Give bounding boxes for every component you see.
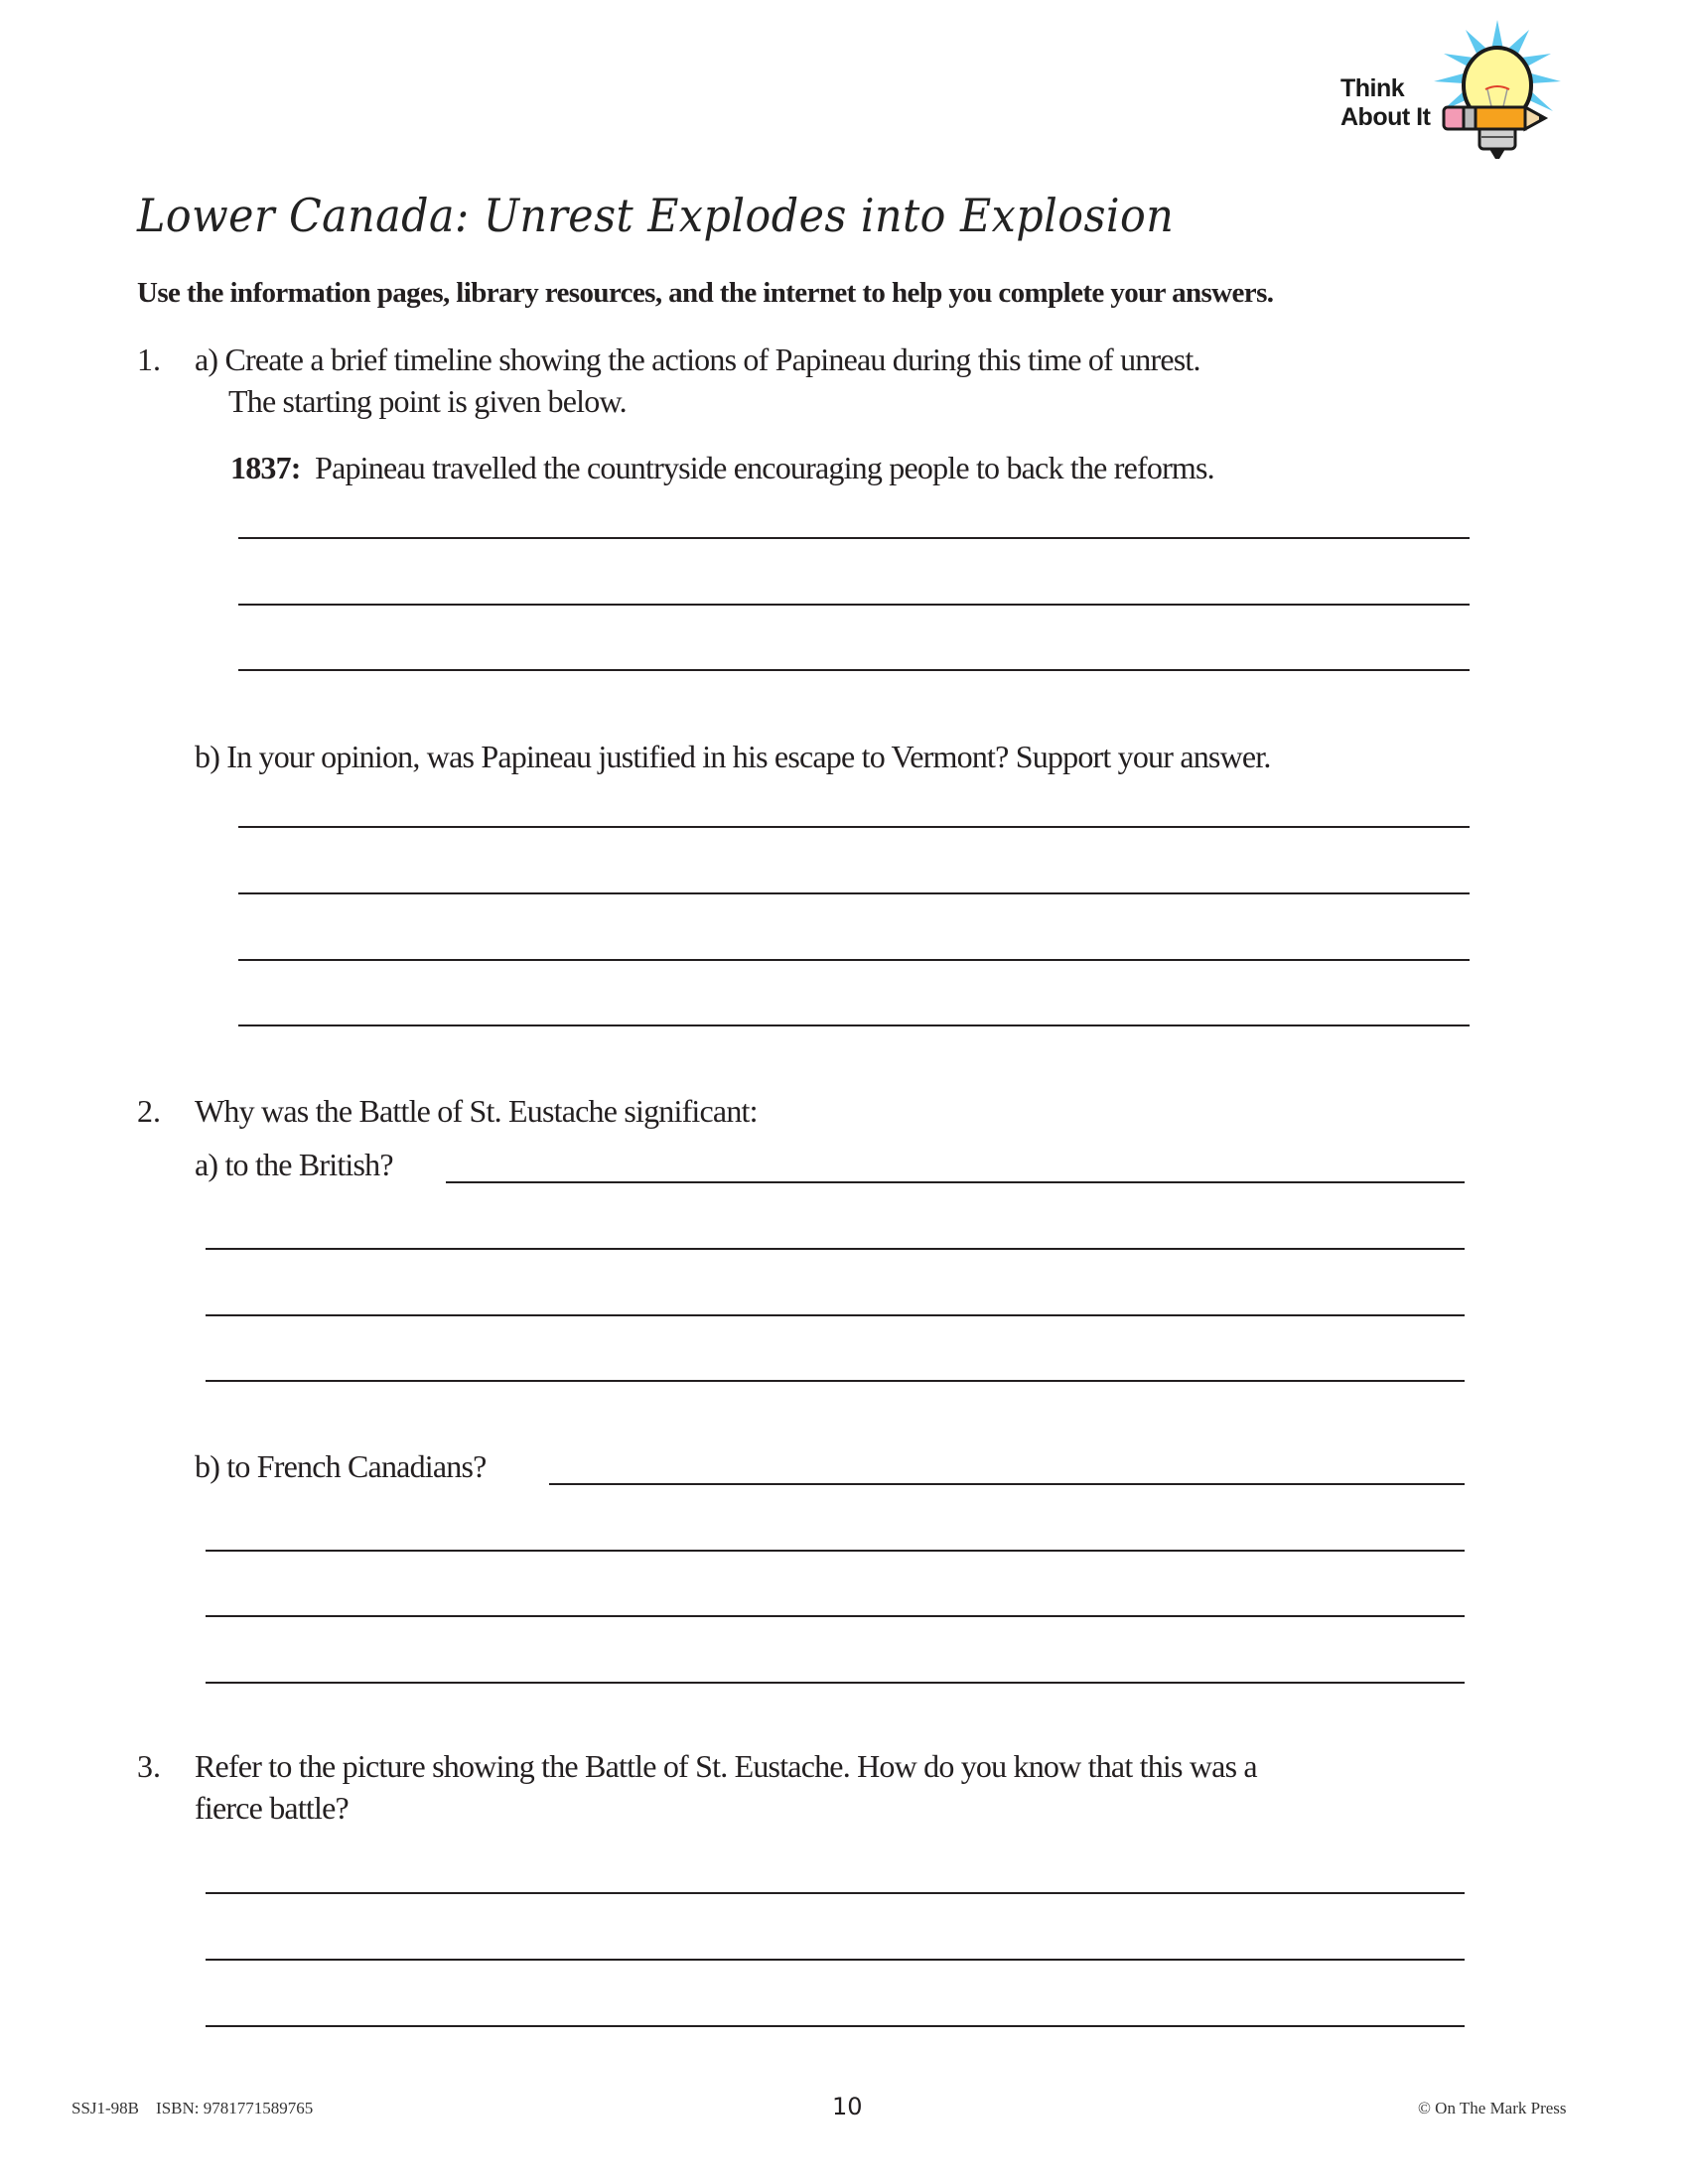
question-2-number: 2. [137,1093,161,1129]
question-1-number: 1. [137,341,161,377]
lightbulb-pencil-icon [1428,20,1567,169]
timeline-example-text: Papineau travelled the countryside encouraging people to back the reforms. [315,450,1214,485]
question-3-text-line1: Refer to the picture showing the Battle of St. Eustache. How do you know that this was a [195,1748,1257,1784]
answer-line-1a-3[interactable] [238,669,1470,671]
answer-line-2b-2[interactable] [206,1550,1465,1552]
answer-line-1a-2[interactable] [238,604,1470,606]
question-1a-label: a) [195,341,218,377]
answer-line-1a-1[interactable] [238,537,1470,539]
question-3-text-line2: fierce battle? [195,1790,349,1826]
question-2b-text-body: to French Canadians? [226,1448,487,1484]
footer-code: SSJ1-98B [71,2099,140,2117]
badge-label [1340,74,1430,132]
timeline-example [230,448,1214,487]
question-2-text: Why was the Battle of St. Eustache significant: [195,1093,758,1129]
question-2a-label: a) [195,1147,218,1182]
question-1b-text-body: In your opinion, was Papineau justified in his escape to Vermont? Support your answer. [226,739,1271,774]
answer-line-3-1[interactable] [206,1892,1465,1894]
answer-line-2a-3[interactable] [206,1314,1465,1316]
answer-line-1b-1[interactable] [238,826,1470,828]
answer-line-2b-1[interactable] [549,1483,1465,1485]
question-1b-text [195,737,1271,776]
answer-line-2a-4[interactable] [206,1380,1465,1382]
question-2b-text [195,1446,487,1486]
question-2a-text-body: to the British? [224,1147,393,1182]
answer-line-2a-2[interactable] [206,1248,1465,1250]
question-2a-text [195,1145,393,1184]
footer-copyright: © On The Mark Press [1418,2099,1567,2117]
question-2b-label: b) [195,1448,220,1484]
question-1a-text-line1: Create a brief timeline showing the actions of Papineau during this time of unrest. [224,341,1200,377]
answer-line-3-2[interactable] [206,1959,1465,1961]
badge-line-2: About It [1340,103,1431,131]
question-1a-text [195,340,1200,379]
answer-line-2b-3[interactable] [206,1615,1465,1617]
timeline-example-year: 1837: [230,450,301,485]
answer-line-1b-3[interactable] [238,959,1470,961]
footer-product-code [71,2099,313,2118]
answer-line-2a-1[interactable] [446,1181,1465,1183]
question-1b-label: b) [195,739,220,774]
question-1a-text-line2: The starting point is given below. [228,383,627,419]
answer-line-1b-2[interactable] [238,892,1470,894]
question-3-number: 3. [137,1748,161,1784]
think-about-it-badge [1340,20,1569,169]
footer-isbn: ISBN: 9781771589765 [156,2099,314,2117]
page-title: Lower Canada: Unrest Explodes into Explosion [137,189,1175,242]
answer-line-3-3[interactable] [206,2025,1465,2027]
answer-line-1b-4[interactable] [238,1024,1470,1026]
instructions: Use the information pages, library resources, and the internet to help you complete your answers. [137,277,1274,309]
page-number: 10 [832,2093,863,2120]
answer-line-2b-4[interactable] [206,1682,1465,1684]
badge-line-1: Think [1340,74,1405,102]
